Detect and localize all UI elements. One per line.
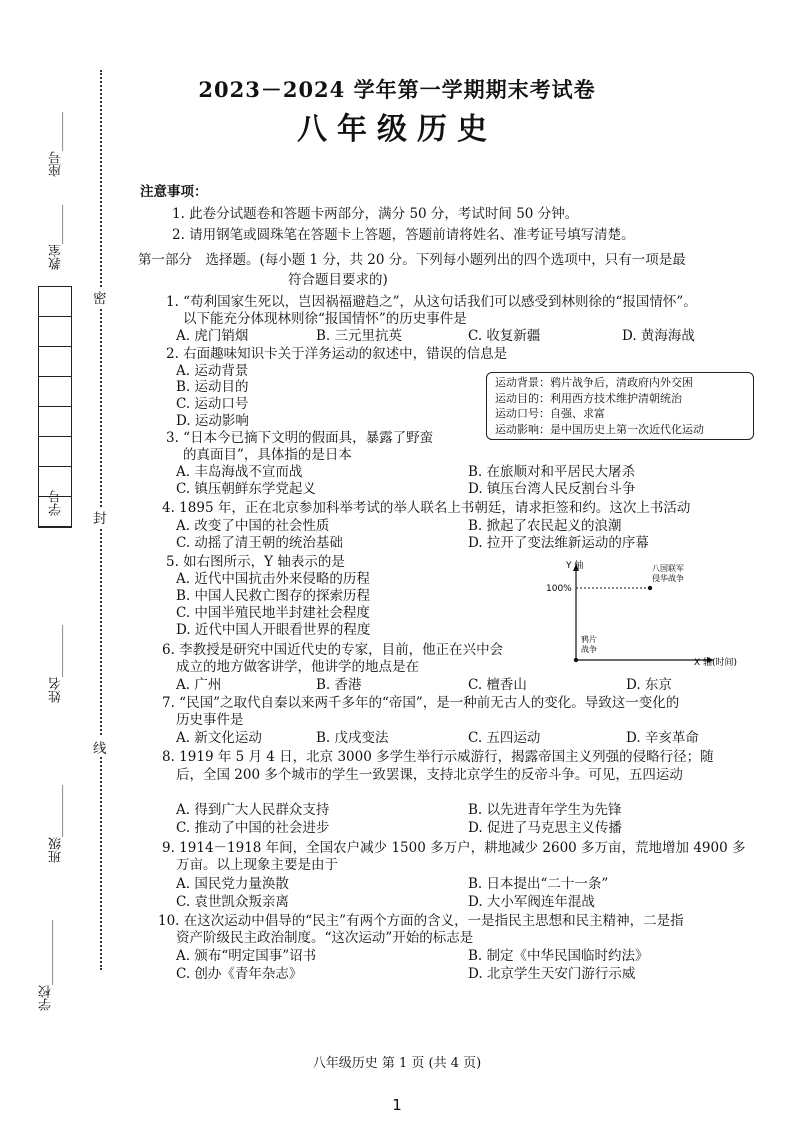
y-tick-label: 100% (546, 584, 572, 594)
question-stem: 资产阶级民主政治制度。“这次运动”开始的标志是 (176, 930, 474, 946)
school-label: 学校__________ (39, 920, 54, 1011)
question-stem: 2. 右面趣味知识卡关于洋务运动的叙述中，错误的信息是 (166, 346, 508, 362)
option: D. 促进了马克思主义传播 (468, 820, 622, 836)
annotation-eight-nation-2: 侵华战争 (652, 574, 684, 583)
option: A. 颁布“明定国事”诏书 (176, 948, 317, 964)
option: C. 创办《青年杂志》 (176, 966, 303, 982)
class-label: 班级________ (49, 785, 64, 863)
option: D. 镇压台湾人民反割台斗争 (468, 481, 636, 497)
option: B. 戊戌变法 (316, 730, 389, 746)
option: C. 檀香山 (468, 677, 527, 693)
option: B. 掀起了农民起义的浪潮 (468, 518, 622, 534)
question-stem: 的真面目”，具体指的是日本 (183, 447, 352, 463)
question-stem: 10. 在这次运动中倡导的“民主”有两个方面的含义，一是指民主思想和民主精神，二是指 (158, 913, 684, 929)
question-stem: 6. 李教授是研究中国近代史的专家，目前，他正在兴中会 (162, 642, 504, 658)
option: D. 辛亥革命 (626, 730, 699, 746)
option: C. 运动口号 (176, 396, 249, 412)
option: C. 袁世凯众叛亲离 (176, 894, 289, 910)
question-stem: 成立的地方做客讲学，他讲学的地点是在 (176, 659, 419, 675)
question-stem: 1. “苟利国家生死以，岂因祸福避趋之”，从这句话我们可以感受到林则徐的“报国情怀”。 (166, 294, 697, 310)
classroom-label: 教室______ (49, 205, 64, 270)
seat-label: 座号______ (49, 112, 64, 177)
exam-title: 2023－2024 学年第一学期期末考试卷 (198, 77, 596, 102)
section-instruction: 第一部分 选择题。(每小题 1 分，共 20 分。下列每小题列出的四个选项中，只有一项是最 (138, 252, 686, 268)
question-stem: 8. 1919 年 5 月 4 日，北京 3000 多学生举行示威游行，揭露帝国主义列强的侵略行径；随 (162, 749, 714, 765)
subject-title: 八年级历史 (297, 112, 497, 147)
name-label: 姓名________ (49, 625, 64, 703)
annotation-opium-war-2: 战争 (581, 645, 597, 654)
option: B. 以先进青年学生为先锋 (468, 802, 622, 818)
data-point-eight-nation (648, 586, 652, 590)
question-stem: 4. 1895 年，正在北京参加科举考试的举人联名上书朝廷，请求拒签和约。这次上书活动 (162, 500, 691, 516)
option: B. 中国人民救亡图存的探索历程 (176, 588, 371, 604)
option: B. 运动目的 (176, 379, 249, 395)
card-line: 运动影响：是中国历史上第一次近代化运动 (495, 422, 704, 436)
option: D. 大小军阀连年混战 (468, 894, 595, 910)
option: B. 日本提出“二十一条” (468, 876, 609, 892)
question-stem: 5. 如右图所示，Y 轴表示的是 (166, 554, 345, 570)
seal-feng: 封 (93, 507, 107, 527)
section-instruction: 符合题目要求的) (288, 272, 388, 288)
option: C. 推动了中国的社会进步 (176, 820, 330, 836)
notes-heading: 注意事项： (140, 184, 208, 200)
question-stem: 9. 1914－1918 年间，全国农户减少 1500 多万户，耕地减少 2600 多万亩，荒地增加 4900 多 (162, 840, 746, 856)
seal-mi: 密 (93, 287, 107, 307)
option: D. 拉开了变法维新运动的序幕 (468, 535, 649, 551)
card-line: 运动口号：自强、求富 (495, 407, 605, 420)
option: D. 东京 (626, 677, 672, 693)
question-stem: 后，全国 200 多个城市的学生一致罢课，支持北京学生的反帝斗争。可见，五四运动 (176, 767, 683, 783)
option: A. 虎门销烟 (176, 328, 249, 344)
option: B. 在旅顺对和平居民大屠杀 (468, 464, 636, 480)
data-point-opium-war (574, 658, 578, 662)
x-axis-label: X 轴(时间) (694, 658, 738, 668)
knowledge-card (486, 372, 754, 440)
page-number: 1 (392, 1096, 402, 1114)
option: C. 中国半殖民地半封建社会程度 (176, 605, 370, 621)
question-stem: 万亩。以上现象主要是由于 (176, 857, 338, 873)
option: D. 近代中国人开眼看世界的程度 (176, 622, 371, 638)
option: C. 收复新疆 (468, 328, 541, 344)
option: D. 北京学生天安门游行示威 (468, 966, 636, 982)
question-stem: 以下能充分体现林则徐“报国情怀”的历史事件是 (183, 311, 467, 327)
option: C. 镇压朝鲜东学党起义 (176, 481, 316, 497)
option: A. 国民党力量涣散 (176, 876, 289, 892)
option: A. 新文化运动 (176, 730, 262, 746)
notes-item: 2. 请用钢笔或圆珠笔在答题卡上答题，答题前请将姓名、准考证号填写清楚。 (172, 227, 635, 243)
card-line: 运动目的：利用西方技术维护清朝统治 (495, 391, 682, 405)
option: C. 五四运动 (468, 730, 541, 746)
option: A. 近代中国抗击外来侵略的历程 (176, 571, 370, 587)
card-line: 运动背景：鸦片战争后，清政府内外交困 (495, 376, 693, 389)
chart-svg (540, 556, 780, 674)
y-axis-label: Y 轴 (566, 561, 584, 571)
option: A. 丰岛海战不宣而战 (176, 464, 303, 480)
option: D. 运动影响 (176, 413, 249, 429)
question-stem: 历史事件是 (176, 712, 244, 728)
option: A. 改变了中国的社会性质 (176, 518, 330, 534)
page-footer: 八年级历史 第 1 页 (共 4 页) (312, 1056, 482, 1071)
seal-xian: 线 (93, 737, 107, 757)
student-no-label: 学号 (49, 490, 64, 516)
question-stem: 7. “民国”之取代自秦以来两千多年的“帝国”，是一种前无古人的变化。导致这一变化的 (162, 695, 680, 711)
option: A. 运动背景 (176, 363, 249, 379)
annotation-eight-nation-1: 八国联军 (652, 564, 684, 573)
option: A. 广州 (176, 677, 222, 693)
option: B. 三元里抗英 (316, 328, 403, 344)
question-stem: 3. “日本今已摘下文明的假面具，暴露了野蛮 (166, 430, 434, 446)
option: B. 香港 (316, 677, 362, 693)
annotation-opium-war-1: 鸦片 (581, 635, 597, 644)
option: C. 动摇了清王朝的统治基础 (176, 535, 343, 551)
notes-item: 1. 此卷分试题卷和答题卡两部分，满分 50 分，考试时间 50 分钟。 (172, 206, 579, 222)
option: B. 制定《中华民国临时约法》 (468, 948, 649, 964)
option: A. 得到广大人民群众支持 (176, 802, 330, 818)
option: D. 黄海海战 (622, 328, 695, 344)
